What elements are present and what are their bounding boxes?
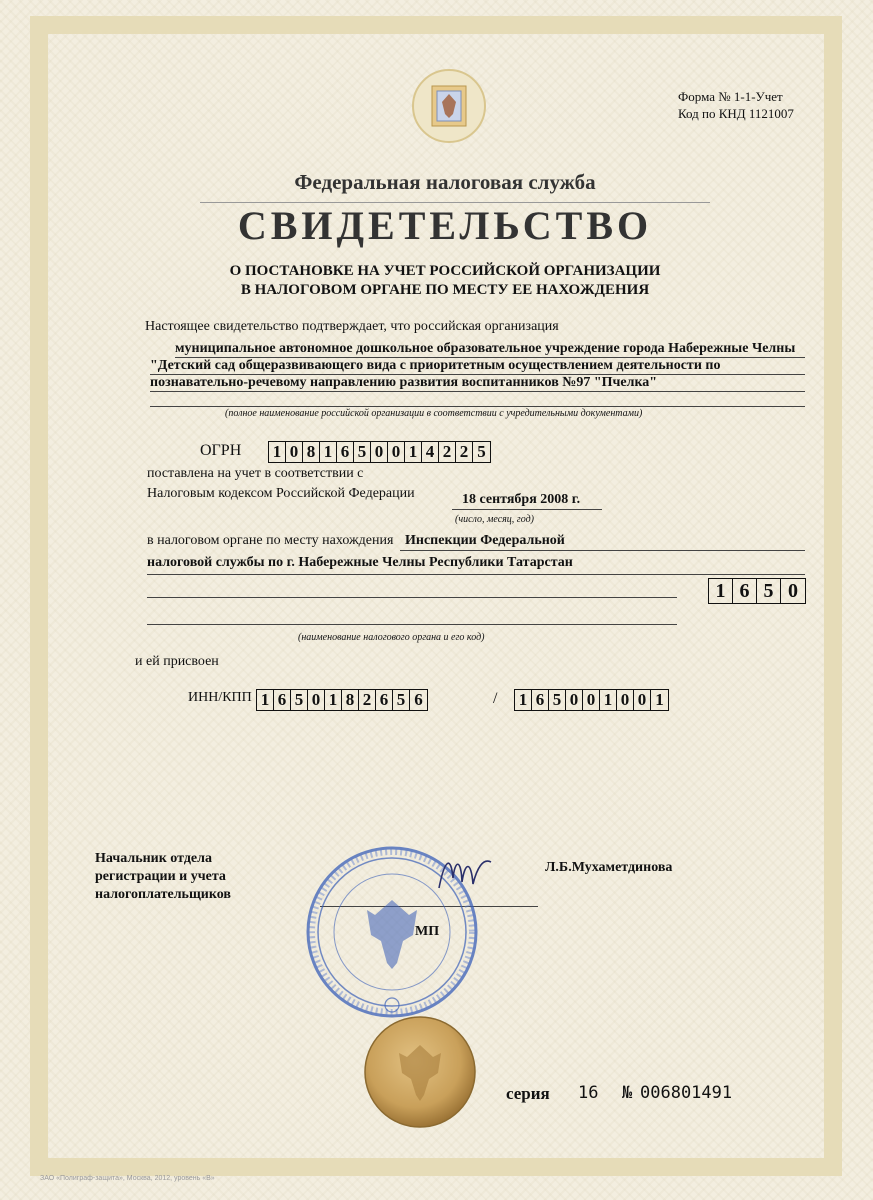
ogrn-digits [268, 441, 491, 463]
ogrn-digit: 1 [269, 442, 286, 462]
registration-line-1: поставлена на учет в соответствии с [147, 466, 364, 481]
signatory-name: Л.Б.Мухаметдинова [545, 860, 673, 875]
printer-imprint: ЗАО «Полиграф-защита», Москва, 2012, уровень «В» [40, 1175, 215, 1182]
coat-of-arms-icon [404, 66, 494, 146]
org-name-line-1: муниципальное автономное дошкольное образовательное учреждение города Набережные Челны [175, 340, 805, 358]
number-label: № [622, 1083, 633, 1103]
tax-authority-underline-4 [147, 624, 677, 625]
inn-digit: 1 [325, 690, 342, 710]
tax-authority-underline-2 [147, 574, 805, 575]
kpp-digit: 0 [617, 690, 634, 710]
ogrn-digit: 1 [320, 442, 337, 462]
org-name-line-3: познавательно-речевому направлению развития воспитанников №97 "Пчелка" [150, 374, 805, 392]
inn-digit: 1 [257, 690, 274, 710]
code-digit: 1 [709, 579, 733, 603]
kpp-digit: 0 [583, 690, 600, 710]
code-digit: 6 [733, 579, 757, 603]
tax-authority-name-line-1: Инспекции Федеральной [405, 533, 565, 548]
inn-digit: 6 [376, 690, 393, 710]
org-name-underline [150, 406, 805, 407]
ogrn-digit: 1 [405, 442, 422, 462]
registration-date-hint: (число, месяц, год) [455, 514, 534, 525]
position-line-3: налогоплательщиков [95, 887, 231, 902]
ogrn-digit: 6 [337, 442, 354, 462]
ogrn-digit: 2 [456, 442, 473, 462]
tax-authority-hint: (наименование налогового органа и его код) [298, 632, 485, 643]
stamp-mark: МП [415, 924, 440, 939]
tax-authority-name-line-2: налоговой службы по г. Набережные Челны Республики Татарстан [147, 555, 573, 570]
subtitle-line-1: О ПОСТАНОВКЕ НА УЧЕТ РОССИЙСКОЙ ОРГАНИЗАЦИИ [229, 263, 661, 279]
ogrn-digit: 0 [286, 442, 303, 462]
kpp-digit: 1 [600, 690, 617, 710]
ogrn-digit: 4 [422, 442, 439, 462]
document-subtitle [180, 262, 710, 300]
position-line-1: Начальник отдела [95, 851, 212, 866]
tax-authority-underline-1 [400, 550, 805, 551]
registration-line-2: Налоговым кодексом Российской Федерации [147, 486, 415, 501]
kpp-digit: 0 [566, 690, 583, 710]
kpp-digit: 6 [532, 690, 549, 710]
kpp-digit: 5 [549, 690, 566, 710]
signatory-position [95, 850, 231, 904]
subtitle-line-2: В НАЛОГОВОМ ОРГАНЕ ПО МЕСТУ ЕЕ НАХОЖДЕНИЯ [240, 282, 650, 298]
kpp-digits [514, 689, 669, 711]
inn-digit: 8 [342, 690, 359, 710]
position-line-2: регистрации и учета [95, 869, 226, 884]
org-name-hint: (полное наименование российской организации в соответствии с учредительными документами) [225, 408, 643, 419]
form-number: Форма № 1-1-Учет [678, 89, 783, 104]
registration-date-underline [452, 509, 602, 510]
inn-digits [256, 689, 428, 711]
ogrn-label: ОГРН [200, 442, 242, 459]
ogrn-digit: 5 [354, 442, 371, 462]
ogrn-digit: 2 [439, 442, 456, 462]
ogrn-digit: 0 [388, 442, 405, 462]
inn-digit: 5 [291, 690, 308, 710]
intro-text: Настоящее свидетельство подтверждает, что российская организация [145, 319, 559, 334]
form-info [678, 88, 794, 122]
ogrn-digit: 5 [477, 442, 486, 461]
org-name-line-2: "Детский сад общеразвивающего вида с приоритетным осуществлением деятельности по [150, 357, 805, 375]
code-digit: 0 [788, 580, 798, 602]
signature-icon [435, 848, 495, 898]
code-digit: 5 [757, 579, 781, 603]
series-label: серия [506, 1084, 550, 1103]
ogrn-digit: 0 [371, 442, 388, 462]
agency-name: Федеральная налоговая служба [294, 170, 596, 194]
kpp-digit: 1 [655, 690, 664, 709]
assigned-label: и ей присвоен [135, 654, 219, 669]
inn-digit: 6 [274, 690, 291, 710]
tax-authority-prefix: в налоговом органе по месту нахождения [147, 533, 394, 548]
kpp-digit: 1 [515, 690, 532, 710]
inn-digit: 2 [359, 690, 376, 710]
inn-digit: 0 [308, 690, 325, 710]
tax-authority-code [708, 578, 806, 604]
kpp-digit: 0 [634, 690, 651, 710]
series-value: 16 [578, 1083, 599, 1103]
ogrn-digit: 8 [303, 442, 320, 462]
inn-digit: 6 [414, 690, 423, 709]
inn-kpp-label: ИНН/КПП [188, 690, 252, 705]
tax-authority-underline-3 [147, 597, 677, 598]
inn-digit: 5 [393, 690, 410, 710]
registration-date: 18 сентября 2008 г. [462, 492, 581, 507]
hologram-medal-icon [363, 1015, 478, 1130]
number-value: 006801491 [640, 1083, 733, 1103]
knd-code: Код по КНД 1121007 [678, 106, 794, 121]
inn-kpp-separator: / [493, 690, 498, 707]
document-title: СВИДЕТЕЛЬСТВО [237, 203, 653, 248]
